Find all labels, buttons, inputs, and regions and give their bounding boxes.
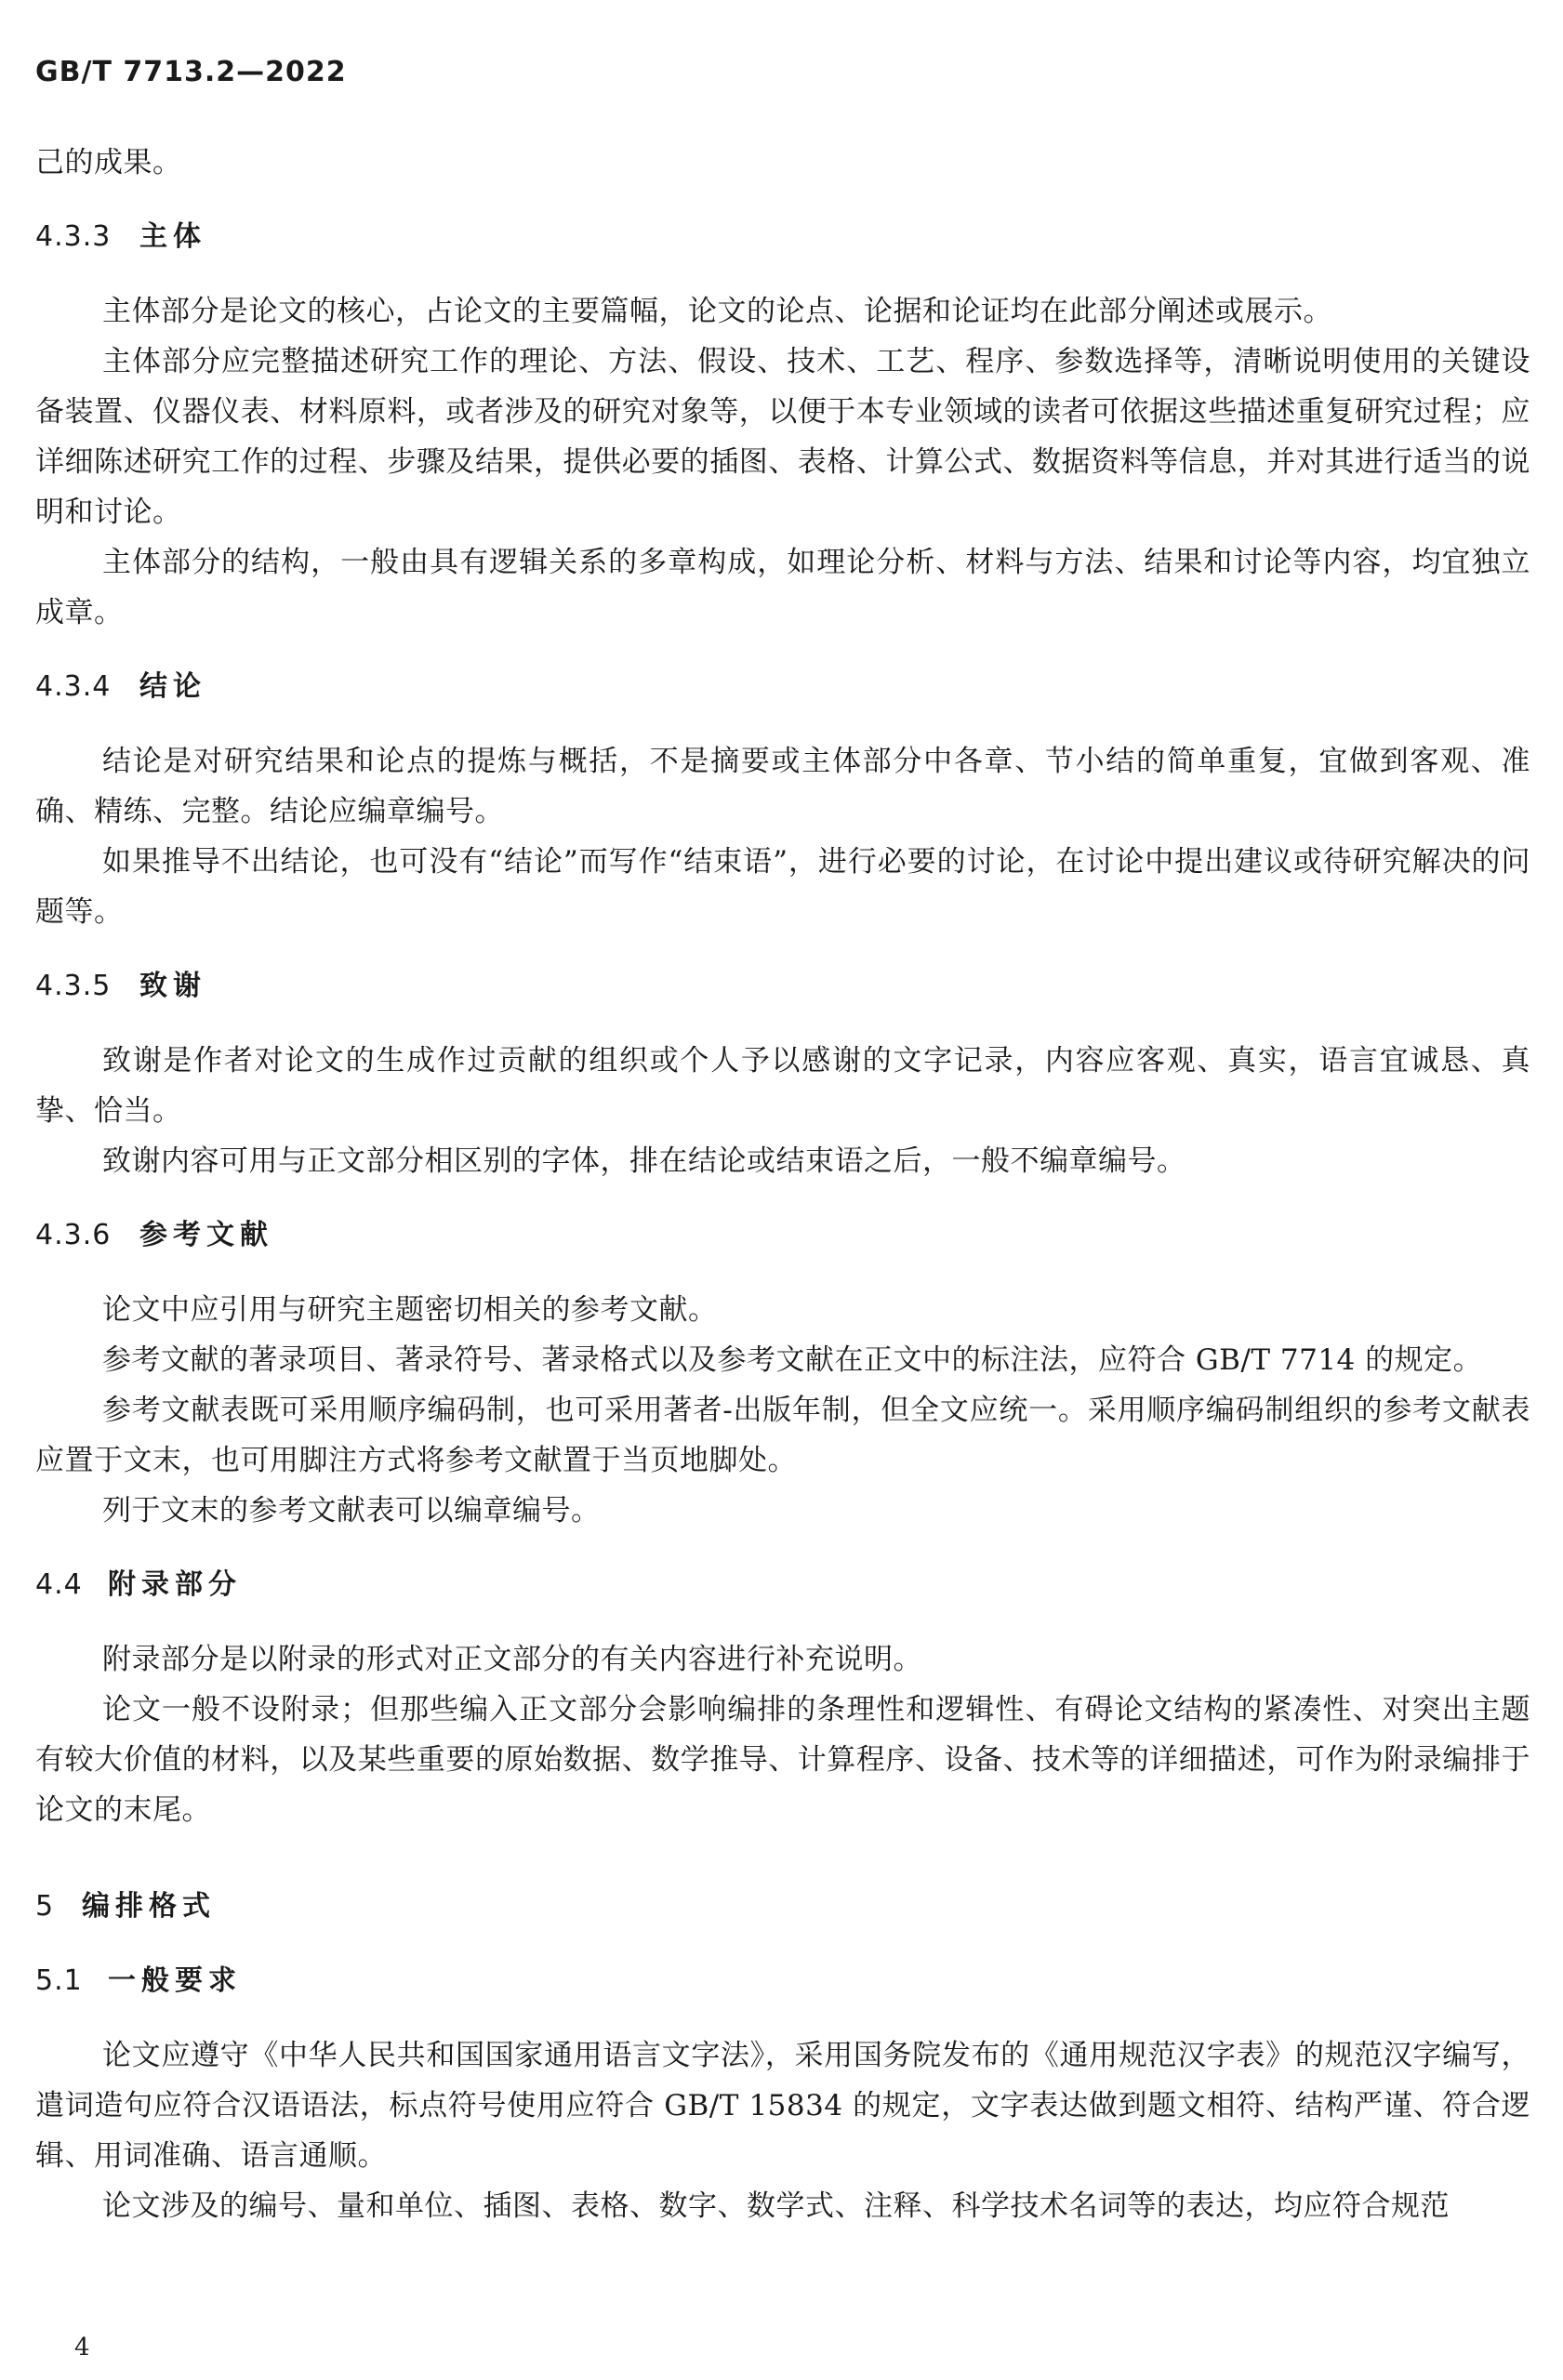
paragraph: 致谢内容可用与正文部分相区别的字体，排在结论或结束语之后，一般不编章编号。	[102, 1144, 1186, 1178]
paragraph: 论文涉及的编号、量和单位、插图、表格、数字、数学式、注释、科学技术名词等的表达，均应符合规范	[102, 2189, 1450, 2223]
section-title: 参考文献	[139, 1219, 273, 1251]
paragraph: 主体部分应完整描述研究工作的理论、方法、假设、技术、工艺、程序、参数选择等，清晰说明使用的关键设备装置、仪器仪表、材料原料，或者涉及的研究对象等，以便于本专业领域的读者可依据这些描述重复研究过程；应详细陈述研究工作的过程、步骤及结果，提供必要的插图、表格、计算公式、数据资料等信息，并对其进行适当的说明和讨论。	[35, 345, 1530, 529]
standard-code-header: GB/T 7713.2—2022	[35, 56, 347, 88]
section-number: 4.3.3	[35, 220, 112, 253]
chapter-heading-5	[35, 1882, 1530, 1932]
section-number: 4.3.4	[35, 670, 112, 703]
paragraph: 主体部分的结构，一般由具有逻辑关系的多章构成，如理论分析、材料与方法、结果和讨论等内容，均宜独立成章。	[35, 546, 1530, 629]
paragraph: 致谢是作者对论文的生成作过贡献的组织或个人予以感谢的文字记录，内容应客观、真实，语言宜诚恳、真挚、恰当。	[35, 1044, 1530, 1128]
paragraph: 主体部分是论文的核心，占论文的主要篇幅，论文的论点、论据和论证均在此部分阐述或展示。	[102, 295, 1332, 328]
paragraph: 列于文末的参考文献表可以编章编号。	[102, 1494, 601, 1527]
section-title: 致谢	[139, 970, 206, 1002]
page-number: 4	[74, 2334, 90, 2361]
section-heading-4-3-3	[35, 212, 1530, 262]
paragraph: 结论是对研究结果和论点的提炼与概括，不是摘要或主体部分中各章、节小结的简单重复，宜做到客观、准确、精练、完整。结论应编章编号。	[35, 745, 1530, 828]
section-number: 5.1	[35, 1964, 83, 1997]
continued-paragraph: 己的成果。	[35, 146, 182, 179]
chapter-title: 编排格式	[82, 1890, 216, 1923]
section-number: 4.3.6	[35, 1219, 112, 1251]
paragraph: 参考文献的著录项目、著录符号、著录格式以及参考文献在正文中的标注法，应符合 GB/T 7714 的规定。	[102, 1343, 1483, 1377]
paragraph: 如果推导不出结论，也可没有“结论”而写作“结束语”，进行必要的讨论，在讨论中提出建议或待研究解决的问题等。	[35, 845, 1530, 929]
paragraph: 参考文献表既可采用顺序编码制，也可采用著者-出版年制，但全文应统一。采用顺序编码制组织的参考文献表应置于文末，也可用脚注方式将参考文献置于当页地脚处。	[35, 1394, 1530, 1477]
section-number: 4.4	[35, 1568, 83, 1601]
page-body	[35, 138, 1530, 2231]
paragraph: 附录部分是以附录的形式对正文部分的有关内容进行补充说明。	[102, 1643, 922, 1676]
section-title: 一般要求	[108, 1964, 242, 1997]
paragraph: 论文应遵守《中华人民共和国国家通用语言文字法》，采用国务院发布的《通用规范汉字表》的规范汉字编写，遣词造句应符合汉语语法，标点符号使用应符合 GB/T 15834 的规定，文字表达做到题文相符、结构严谨、符合逻辑、用词准确、语言通顺。	[35, 2039, 1530, 2173]
paragraph: 论文中应引用与研究主题密切相关的参考文献。	[102, 1293, 718, 1327]
section-number: 4.3.5	[35, 970, 112, 1002]
section-title: 结论	[139, 670, 206, 703]
section-heading-4-3-5	[35, 961, 1530, 1012]
section-title: 主体	[139, 220, 206, 253]
section-heading-4-4	[35, 1560, 1530, 1610]
chapter-number: 5	[35, 1890, 55, 1923]
section-heading-4-3-4	[35, 662, 1530, 712]
section-title: 附录部分	[108, 1568, 242, 1601]
section-heading-5-1	[35, 1956, 1530, 2006]
paragraph: 论文一般不设附录；但那些编入正文部分会影响编排的条理性和逻辑性、有碍论文结构的紧凑性、对突出主题有较大价值的材料，以及某些重要的原始数据、数学推导、计算程序、设备、技术等的详细描述，可作为附录编排于论文的末尾。	[35, 1693, 1530, 1827]
section-heading-4-3-6	[35, 1210, 1530, 1261]
